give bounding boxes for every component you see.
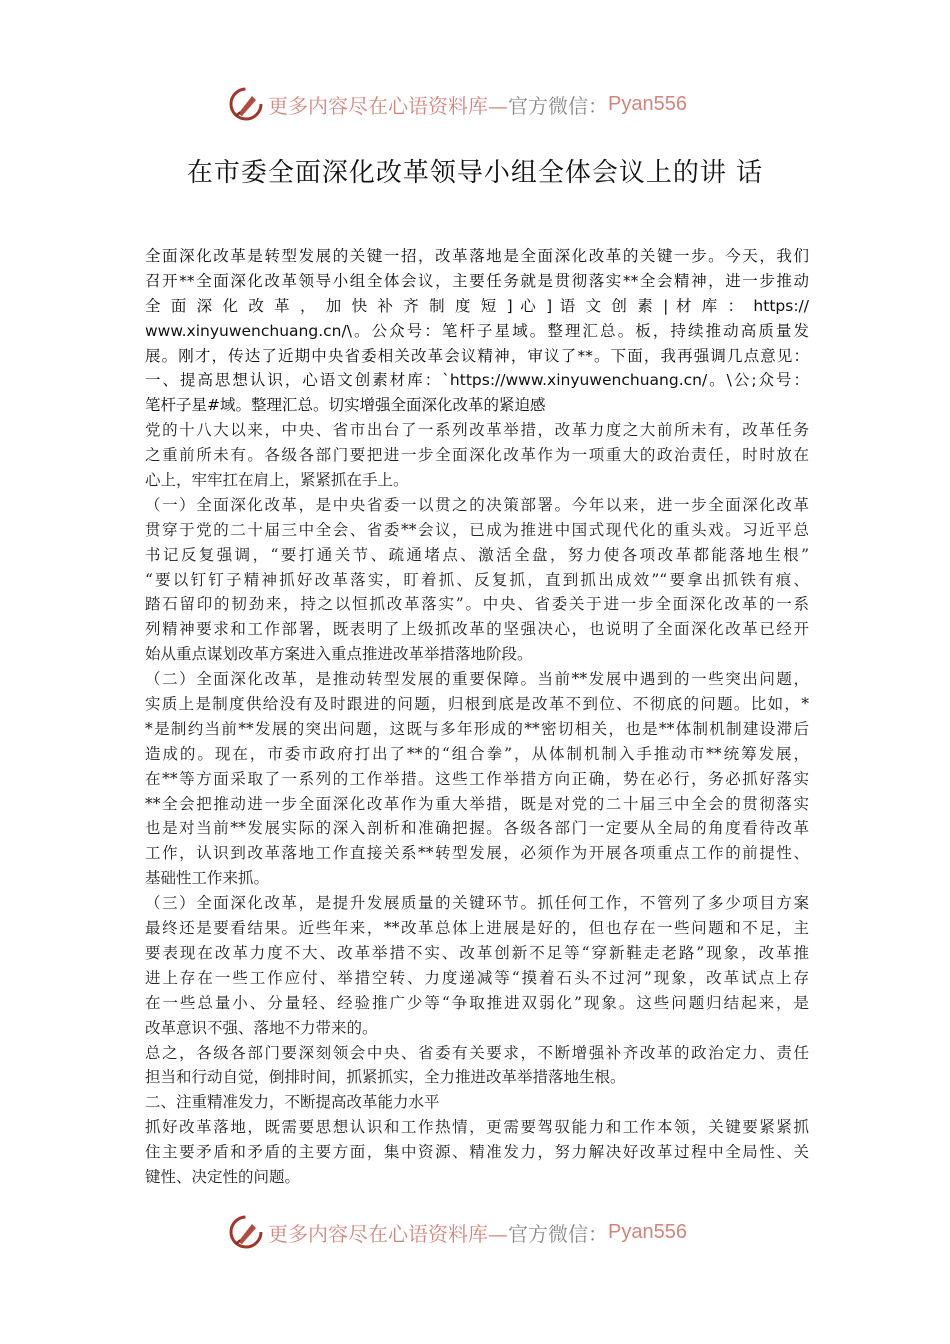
header-watermark-banner (228, 84, 728, 124)
text-line: www.xinyuwenchuang.cn/\。公众号：笔杆子星域。整理汇总。板，持续推动高质量发 (145, 321, 809, 340)
text-line: 书记反复强调，“要打通关节、疏通堵点、激活全盘，努力使各项改革都能落地生根” (145, 545, 809, 564)
text-line: 在**等方面采取了一系列的工作举措。这些工作举措方向正确，势在必行，务必抓好落实 (145, 769, 809, 788)
text-line: 全面深化改革是转型发展的关键一招，改革落地是全面深化改革的关键一步。今天，我们 (145, 247, 809, 265)
text-line: *是制约当前**发展的突出问题，这既与多年形成的**密切相关，也是**体制机制建设滞后 (145, 719, 809, 738)
text-line: 始从重点谋划改革方案进入重点推进改革举措落地阶段。 (145, 645, 533, 664)
text-line: 在一些总量小、分量轻、经验推广少等“争取推进双弱化”现象。这些问题归结起来，是 (145, 993, 809, 1012)
text-line: 笔杆子星#域。整理汇总。切实增强全面深化改革的紧迫感 (145, 396, 546, 415)
text-line: 心上，牢牢扛在肩上，紧紧抓在手上。 (145, 471, 409, 490)
text-line: 担当和行动自觉，倒排时间，抓紧抓实，全力推进改革举措落地生根。 (145, 1068, 626, 1087)
banner-site-text: 更多内容尽在心语资料库— (268, 93, 508, 118)
text-line: （三）全面深化改革，是提升发展质量的关键环节。抓任何工作，不管列了多少项目方案 (145, 894, 809, 913)
text-line: 抓好改革落地，既需要思想认识和工作热情，更需要驾驭能力和工作本领，关键要紧紧抓 (145, 1118, 809, 1137)
paragraph (145, 891, 809, 1040)
text-line: 键性、决定性的问题。 (145, 1167, 301, 1186)
pen-logo-icon (228, 1214, 264, 1250)
text-line: 列精神要求和工作部署，既表明了上级抓改革的坚强决心，也说明了全面深化改革已经开 (145, 620, 809, 639)
banner-wechat-label: 官方微信： (508, 1221, 608, 1246)
paragraph (145, 1041, 809, 1091)
text-line: 实质上是制度供给没有及时跟进的问题，归根到底是改革不到位、不彻底的问题。比如，* (145, 695, 809, 714)
text-line: 造成的。现在，市委市政府打出了**的“组合拳”，从体制机制入手推动市**统筹发展， (145, 744, 809, 763)
text-line: 要表现在改革力度不大、改革举措不实、改革创新不足等“穿新鞋走老路”现象，改革推 (145, 943, 809, 962)
paragraph (145, 1115, 809, 1190)
banner-wechat-id: Pyan556 (608, 1220, 687, 1243)
text-line: **全会把推动进一步全面深化改革作为重大举措，既是对党的二十届三中全会的贯彻落实 (145, 794, 809, 813)
text-line: 二、注重精准发力，不断提高改革能力水平 (145, 1093, 440, 1112)
text-line: （二）全面深化改革，是推动转型发展的重要保障。当前**发展中遇到的一些突出问题， (145, 670, 809, 689)
banner-wechat-label: 官方微信： (508, 93, 608, 118)
paragraph (145, 418, 809, 493)
text-line: 召开**全面深化改革领导小组全体会议，主要任务就是贯彻落实**全会精神，进一步推动 (145, 271, 809, 290)
banner-site-text: 更多内容尽在心语资料库— (268, 1221, 508, 1246)
text-line: 进上存在一些工作应付、举措空转、力度递减等“摸着石头不过河”现象，改革试点上存 (145, 968, 809, 987)
text-line: 展。刚才，传达了近期中央省委相关改革会议精神，审议了**。下面，我再强调几点意见： (145, 346, 809, 365)
text-line: 最终还是要看结果。近些年来，**改革总体上进展是好的，但也存在一些问题和不足，主 (145, 919, 809, 938)
text-line: 总之，各级各部门要深刻领会中央、省委有关要求，不断增强补齐改革的政治定力、责任 (145, 1043, 809, 1062)
document-title: 在市委全面深化改革领导小组全体会议上的讲 话 (186, 158, 764, 188)
text-line: 之重前所未有。各级各部门要把进一步全面深化改革作为一项重大的政治责任，时时放在 (145, 446, 809, 465)
text-line: “要以钉钉子精神抓好改革落实，盯着抓、反复抓，直到抓出成效”“要拿出抓铁有痕、 (145, 570, 809, 589)
document-body (145, 244, 809, 1190)
text-line: 踏石留印的韧劲来，持之以恒抓改革落实”。中央、省委关于进一步全面深化改革的一系 (145, 595, 809, 614)
text-line: 住主要矛盾和矛盾的主要方面，集中资源、精准发力，努力解决好改革过程中全局性、关 (145, 1143, 809, 1162)
paragraph (145, 493, 809, 667)
text-line: 贯穿于党的二十届三中全会、省委**会议，已成为推进中国式现代化的重头戏。习近平总 (145, 520, 809, 539)
footer-watermark-banner (228, 1212, 728, 1252)
text-line: 基础性工作来抓。 (145, 869, 270, 888)
text-line: 也是对当前**发展实际的深入剖析和准确把握。各级各部门一定要从全局的角度看待改革 (145, 819, 809, 838)
paragraph (145, 1090, 809, 1115)
paragraph (145, 244, 809, 418)
text-line: 改革意识不强、落地不力带来的。 (145, 1018, 378, 1037)
text-line: 工作，认识到改革落地工作直接关系**转型发展，必须作为开展各项重点工作的前提性、 (145, 844, 809, 863)
pen-logo-icon (228, 86, 264, 122)
paragraph (145, 667, 809, 891)
text-line: 一、提高思想认识，心语文创素材库：`https://www.xinyuwenchuang.cn/。\公;众号： (145, 371, 809, 390)
banner-wechat-id: Pyan556 (608, 92, 687, 115)
text-line: （一）全面深化改革，是中央省委一以贯之的决策部署。今年以来，进一步全面深化改革 (145, 495, 809, 514)
text-line: 党的十八大以来，中央、省市出台了一系列改革举措，改革力度之大前所未有，改革任务 (145, 421, 809, 440)
text-line: 全 面 深 化 改 革 ， 加 快 补 齐 制 度 短 ] 心 ] 语 文 创 素 | 材 库 ： https:// (145, 296, 809, 315)
